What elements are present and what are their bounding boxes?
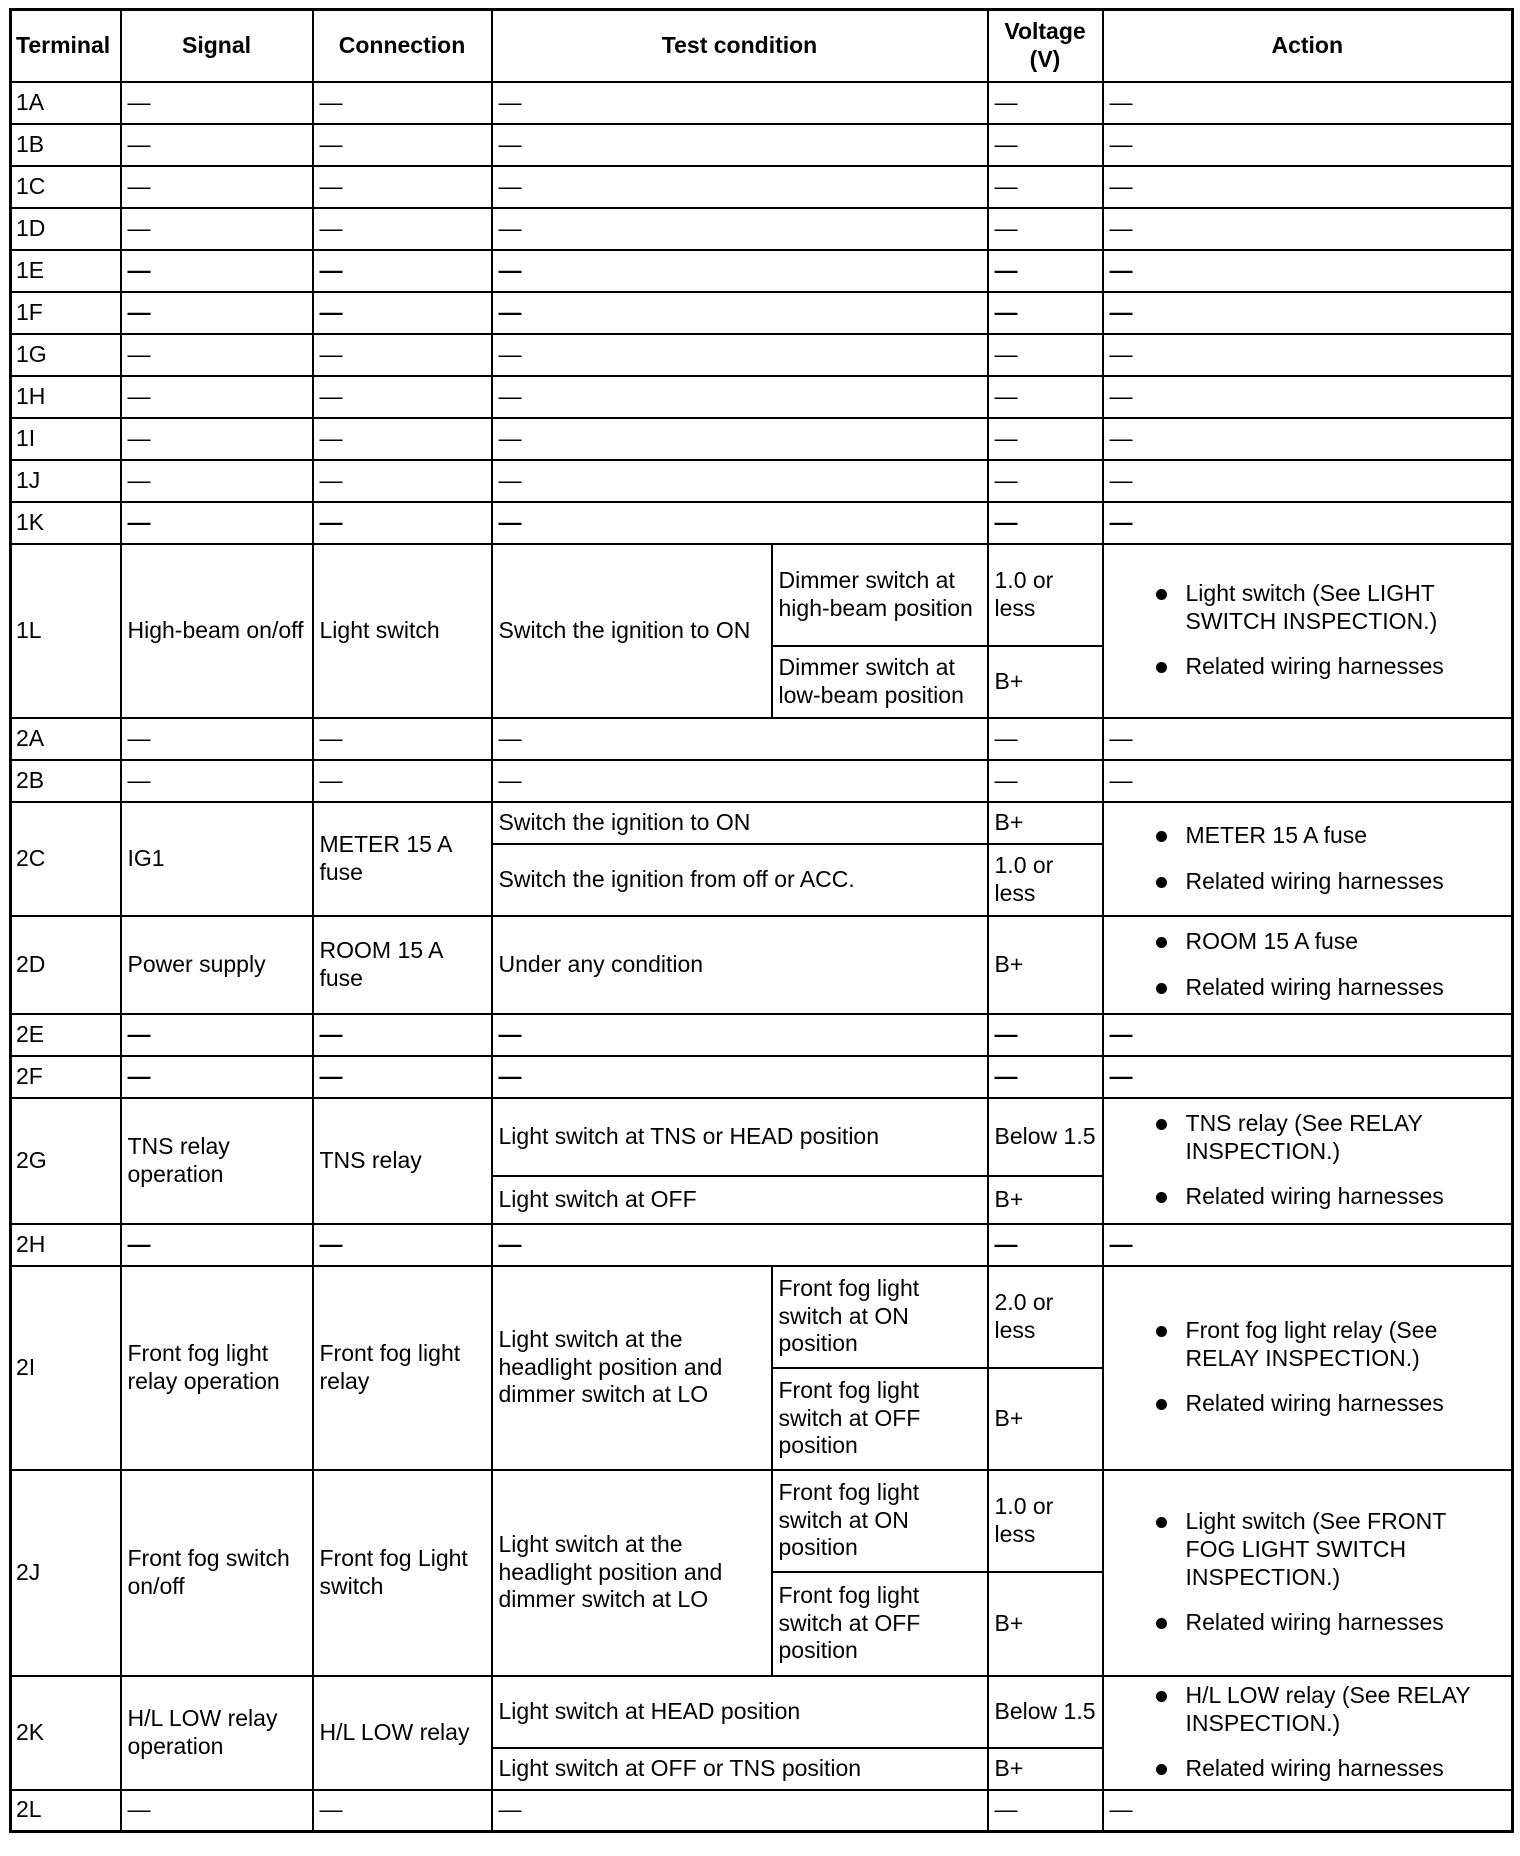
connection-cell: METER 15 A fuse bbox=[313, 802, 492, 916]
dash-cell: — bbox=[988, 82, 1103, 124]
terminal-inspection-table bbox=[9, 8, 1514, 1833]
dash-cell: — bbox=[121, 124, 313, 166]
header-test-condition: Test condition bbox=[492, 10, 988, 82]
action-cell bbox=[1103, 1266, 1513, 1470]
terminal-cell: 1H bbox=[11, 376, 121, 418]
header-terminal: Terminal bbox=[11, 10, 121, 82]
dash-cell: — bbox=[988, 418, 1103, 460]
dash-cell: — bbox=[1103, 334, 1513, 376]
condition-cell: Light switch at the headlight position and dimmer switch at LO bbox=[492, 1470, 772, 1676]
terminal-cell: 2K bbox=[11, 1676, 121, 1790]
action-item: METER 15 A fuse bbox=[1110, 822, 1506, 850]
sub-condition-cell: Dimmer switch at high-beam position bbox=[772, 544, 988, 646]
action-item: Related wiring harnesses bbox=[1110, 1755, 1506, 1783]
action-item: TNS relay (See RELAY INSPECTION.) bbox=[1110, 1110, 1506, 1165]
dash-cell: — bbox=[492, 1790, 988, 1832]
table-row bbox=[11, 460, 1513, 502]
dash-cell: — bbox=[313, 418, 492, 460]
dash-cell: — bbox=[313, 124, 492, 166]
dash-cell: — bbox=[313, 208, 492, 250]
voltage-cell: B+ bbox=[988, 1368, 1103, 1470]
dash-cell: — bbox=[313, 718, 492, 760]
terminal-cell: 1K bbox=[11, 502, 121, 544]
dash-cell: — bbox=[121, 1056, 313, 1098]
action-list bbox=[1110, 822, 1506, 895]
dash-cell: — bbox=[313, 292, 492, 334]
condition-cell: Light switch at OFF bbox=[492, 1176, 988, 1224]
table-row bbox=[11, 334, 1513, 376]
dash-cell: — bbox=[492, 502, 988, 544]
dash-cell: — bbox=[313, 760, 492, 802]
dash-cell: — bbox=[121, 418, 313, 460]
dash-cell: — bbox=[121, 166, 313, 208]
connection-cell: Front fog Light switch bbox=[313, 1470, 492, 1676]
dash-cell: — bbox=[988, 460, 1103, 502]
header-signal: Signal bbox=[121, 10, 313, 82]
sub-condition-cell: Front fog light switch at ON position bbox=[772, 1470, 988, 1572]
table-row bbox=[11, 82, 1513, 124]
dash-cell: — bbox=[492, 292, 988, 334]
action-cell bbox=[1103, 916, 1513, 1014]
dash-cell: — bbox=[313, 250, 492, 292]
signal-cell: High-beam on/off bbox=[121, 544, 313, 718]
action-item: Front fog light relay (See RELAY INSPECTION.) bbox=[1110, 1317, 1506, 1372]
dash-cell: — bbox=[121, 208, 313, 250]
terminal-cell: 2B bbox=[11, 760, 121, 802]
terminal-cell: 2J bbox=[11, 1470, 121, 1676]
action-list bbox=[1110, 1110, 1506, 1211]
sub-condition-cell: Front fog light switch at ON position bbox=[772, 1266, 988, 1368]
header-voltage: Voltage (V) bbox=[988, 10, 1103, 82]
action-item: Related wiring harnesses bbox=[1110, 653, 1506, 681]
dash-cell: — bbox=[121, 250, 313, 292]
dash-cell: — bbox=[1103, 166, 1513, 208]
action-item: Related wiring harnesses bbox=[1110, 974, 1506, 1002]
action-cell bbox=[1103, 802, 1513, 916]
terminal-cell: 1B bbox=[11, 124, 121, 166]
dash-cell: — bbox=[988, 166, 1103, 208]
action-list bbox=[1110, 928, 1506, 1001]
action-item: Related wiring harnesses bbox=[1110, 1390, 1506, 1418]
signal-cell: H/L LOW relay operation bbox=[121, 1676, 313, 1790]
voltage-cell: 2.0 or less bbox=[988, 1266, 1103, 1368]
dash-cell: — bbox=[988, 1056, 1103, 1098]
dash-cell: — bbox=[492, 334, 988, 376]
terminal-cell: 2I bbox=[11, 1266, 121, 1470]
terminal-cell: 2D bbox=[11, 916, 121, 1014]
table-row bbox=[11, 1224, 1513, 1266]
dash-cell: — bbox=[313, 334, 492, 376]
dash-cell: — bbox=[121, 292, 313, 334]
voltage-cell: B+ bbox=[988, 802, 1103, 844]
terminal-cell: 2E bbox=[11, 1014, 121, 1056]
action-item: H/L LOW relay (See RELAY INSPECTION.) bbox=[1110, 1682, 1506, 1737]
dash-cell: — bbox=[988, 208, 1103, 250]
condition-cell: Light switch at TNS or HEAD position bbox=[492, 1098, 988, 1176]
action-list bbox=[1110, 1682, 1506, 1783]
voltage-cell: B+ bbox=[988, 1572, 1103, 1676]
connection-cell: TNS relay bbox=[313, 1098, 492, 1224]
terminal-cell: 1E bbox=[11, 250, 121, 292]
dash-cell: — bbox=[121, 718, 313, 760]
dash-cell: — bbox=[988, 250, 1103, 292]
connection-cell: ROOM 15 A fuse bbox=[313, 916, 492, 1014]
signal-cell: Front fog switch on/off bbox=[121, 1470, 313, 1676]
signal-cell: IG1 bbox=[121, 802, 313, 916]
voltage-cell: Below 1.5 bbox=[988, 1098, 1103, 1176]
header-action: Action bbox=[1103, 10, 1513, 82]
condition-cell: Light switch at the headlight position and dimmer switch at LO bbox=[492, 1266, 772, 1470]
terminal-cell: 1L bbox=[11, 544, 121, 718]
dash-cell: — bbox=[1103, 418, 1513, 460]
dash-cell: — bbox=[121, 82, 313, 124]
dash-cell: — bbox=[988, 718, 1103, 760]
terminal-cell: 2L bbox=[11, 1790, 121, 1832]
table-row bbox=[11, 1266, 1513, 1368]
dash-cell: — bbox=[1103, 208, 1513, 250]
table-row bbox=[11, 1470, 1513, 1572]
terminal-cell: 1D bbox=[11, 208, 121, 250]
dash-cell: — bbox=[988, 124, 1103, 166]
condition-cell: Light switch at HEAD position bbox=[492, 1676, 988, 1748]
signal-cell: Front fog light relay operation bbox=[121, 1266, 313, 1470]
dash-cell: — bbox=[121, 376, 313, 418]
voltage-cell: B+ bbox=[988, 646, 1103, 718]
dash-cell: — bbox=[492, 376, 988, 418]
dash-cell: — bbox=[1103, 250, 1513, 292]
connection-cell: Light switch bbox=[313, 544, 492, 718]
dash-cell: — bbox=[1103, 718, 1513, 760]
voltage-cell: 1.0 or less bbox=[988, 844, 1103, 916]
dash-cell: — bbox=[492, 1014, 988, 1056]
dash-cell: — bbox=[313, 166, 492, 208]
action-item: Light switch (See LIGHT SWITCH INSPECTION.) bbox=[1110, 580, 1506, 635]
dash-cell: — bbox=[492, 1056, 988, 1098]
dash-cell: — bbox=[1103, 124, 1513, 166]
dash-cell: — bbox=[313, 1056, 492, 1098]
table-row bbox=[11, 1098, 1513, 1176]
table-row bbox=[11, 250, 1513, 292]
dash-cell: — bbox=[1103, 292, 1513, 334]
dash-cell: — bbox=[121, 1790, 313, 1832]
header-row bbox=[11, 10, 1513, 82]
dash-cell: — bbox=[988, 1790, 1103, 1832]
table-row bbox=[11, 1676, 1513, 1748]
terminal-cell: 1I bbox=[11, 418, 121, 460]
terminal-cell: 1A bbox=[11, 82, 121, 124]
voltage-cell: Below 1.5 bbox=[988, 1676, 1103, 1748]
sub-condition-cell: Front fog light switch at OFF position bbox=[772, 1572, 988, 1676]
dash-cell: — bbox=[492, 250, 988, 292]
dash-cell: — bbox=[121, 1014, 313, 1056]
table-row bbox=[11, 502, 1513, 544]
dash-cell: — bbox=[492, 208, 988, 250]
action-list bbox=[1110, 1317, 1506, 1418]
condition-cell: Switch the ignition to ON bbox=[492, 544, 772, 718]
action-item: Related wiring harnesses bbox=[1110, 868, 1506, 896]
table-row bbox=[11, 1014, 1513, 1056]
dash-cell: — bbox=[988, 292, 1103, 334]
terminal-cell: 1G bbox=[11, 334, 121, 376]
condition-cell: Switch the ignition to ON bbox=[492, 802, 988, 844]
connection-cell: H/L LOW relay bbox=[313, 1676, 492, 1790]
terminal-cell: 1C bbox=[11, 166, 121, 208]
dash-cell: — bbox=[121, 1224, 313, 1266]
dash-cell: — bbox=[313, 460, 492, 502]
table-row bbox=[11, 1790, 1513, 1832]
header-connection: Connection bbox=[313, 10, 492, 82]
dash-cell: — bbox=[121, 760, 313, 802]
dash-cell: — bbox=[988, 502, 1103, 544]
sub-condition-cell: Front fog light switch at OFF position bbox=[772, 1368, 988, 1470]
table-row bbox=[11, 124, 1513, 166]
dash-cell: — bbox=[313, 1790, 492, 1832]
dash-cell: — bbox=[492, 1224, 988, 1266]
voltage-cell: 1.0 or less bbox=[988, 1470, 1103, 1572]
action-cell bbox=[1103, 1470, 1513, 1676]
action-item: Light switch (See FRONT FOG LIGHT SWITCH INSPECTION.) bbox=[1110, 1508, 1506, 1591]
dash-cell: — bbox=[988, 760, 1103, 802]
action-cell bbox=[1103, 1098, 1513, 1224]
table-row bbox=[11, 1056, 1513, 1098]
condition-cell: Switch the ignition from off or ACC. bbox=[492, 844, 988, 916]
terminal-cell: 2G bbox=[11, 1098, 121, 1224]
dash-cell: — bbox=[1103, 1790, 1513, 1832]
terminal-cell: 2A bbox=[11, 718, 121, 760]
action-list bbox=[1110, 1508, 1506, 1636]
dash-cell: — bbox=[1103, 760, 1513, 802]
action-item: Related wiring harnesses bbox=[1110, 1609, 1506, 1637]
table-row bbox=[11, 760, 1513, 802]
terminal-cell: 2C bbox=[11, 802, 121, 916]
action-cell bbox=[1103, 544, 1513, 718]
voltage-cell: B+ bbox=[988, 916, 1103, 1014]
table-row bbox=[11, 376, 1513, 418]
dash-cell: — bbox=[492, 166, 988, 208]
signal-cell: Power supply bbox=[121, 916, 313, 1014]
dash-cell: — bbox=[1103, 502, 1513, 544]
voltage-cell: B+ bbox=[988, 1176, 1103, 1224]
dash-cell: — bbox=[988, 376, 1103, 418]
action-item: ROOM 15 A fuse bbox=[1110, 928, 1506, 956]
terminal-cell: 1F bbox=[11, 292, 121, 334]
dash-cell: — bbox=[492, 82, 988, 124]
terminal-cell: 2F bbox=[11, 1056, 121, 1098]
voltage-cell: B+ bbox=[988, 1748, 1103, 1790]
dash-cell: — bbox=[1103, 1056, 1513, 1098]
connection-cell: Front fog light relay bbox=[313, 1266, 492, 1470]
terminal-cell: 1J bbox=[11, 460, 121, 502]
table-row bbox=[11, 208, 1513, 250]
dash-cell: — bbox=[988, 334, 1103, 376]
action-list bbox=[1110, 580, 1506, 681]
dash-cell: — bbox=[1103, 1014, 1513, 1056]
dash-cell: — bbox=[313, 376, 492, 418]
dash-cell: — bbox=[988, 1224, 1103, 1266]
dash-cell: — bbox=[492, 418, 988, 460]
table-row bbox=[11, 718, 1513, 760]
action-cell bbox=[1103, 1676, 1513, 1790]
table-row bbox=[11, 418, 1513, 460]
dash-cell: — bbox=[313, 1224, 492, 1266]
dash-cell: — bbox=[313, 502, 492, 544]
sub-condition-cell: Dimmer switch at low-beam position bbox=[772, 646, 988, 718]
terminal-cell: 2H bbox=[11, 1224, 121, 1266]
dash-cell: — bbox=[121, 502, 313, 544]
table-row bbox=[11, 802, 1513, 844]
dash-cell: — bbox=[121, 460, 313, 502]
dash-cell: — bbox=[1103, 1224, 1513, 1266]
dash-cell: — bbox=[1103, 376, 1513, 418]
voltage-cell: 1.0 or less bbox=[988, 544, 1103, 646]
condition-cell: Under any condition bbox=[492, 916, 988, 1014]
dash-cell: — bbox=[492, 460, 988, 502]
dash-cell: — bbox=[121, 334, 313, 376]
dash-cell: — bbox=[492, 718, 988, 760]
dash-cell: — bbox=[313, 82, 492, 124]
dash-cell: — bbox=[1103, 82, 1513, 124]
dash-cell: — bbox=[492, 124, 988, 166]
table-row bbox=[11, 292, 1513, 334]
condition-cell: Light switch at OFF or TNS position bbox=[492, 1748, 988, 1790]
dash-cell: — bbox=[313, 1014, 492, 1056]
dash-cell: — bbox=[988, 1014, 1103, 1056]
dash-cell: — bbox=[1103, 460, 1513, 502]
table-row bbox=[11, 544, 1513, 646]
action-item: Related wiring harnesses bbox=[1110, 1183, 1506, 1211]
table-row bbox=[11, 166, 1513, 208]
table-row bbox=[11, 916, 1513, 1014]
dash-cell: — bbox=[492, 760, 988, 802]
signal-cell: TNS relay operation bbox=[121, 1098, 313, 1224]
